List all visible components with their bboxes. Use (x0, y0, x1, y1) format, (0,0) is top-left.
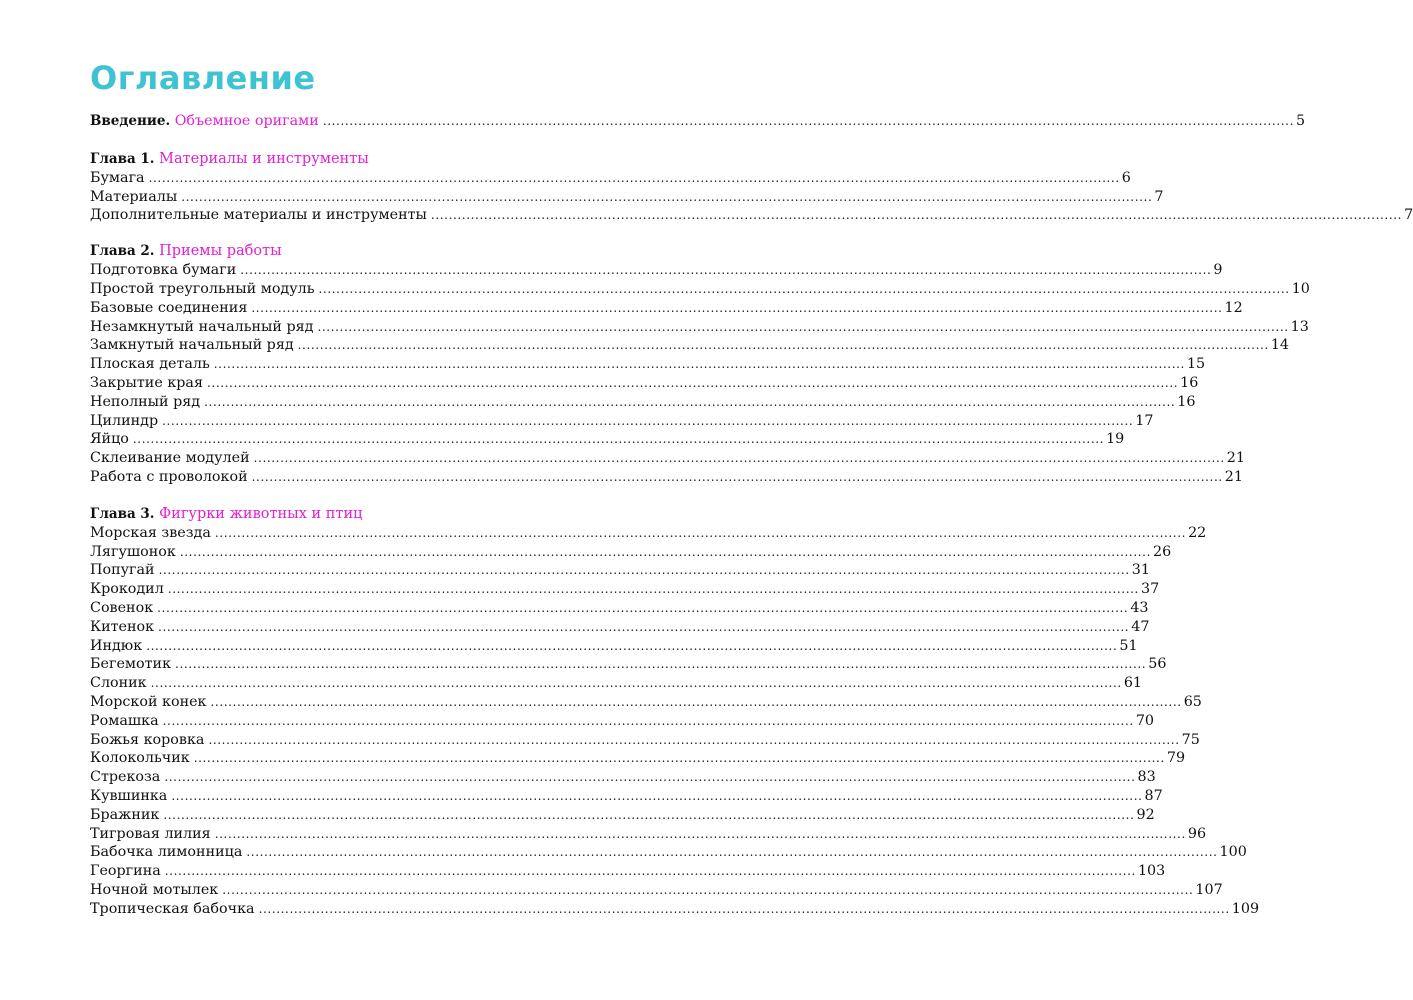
toc-entry[interactable] (90, 543, 1172, 562)
dot-leader: ............................................................................................................................................................................................................................ (163, 807, 1135, 822)
entry-title: Замкнутый начальный ряд (90, 337, 294, 354)
toc-entry[interactable] (90, 637, 1138, 656)
dot-leader: ............................................................................................................................................................................................................................ (158, 619, 1130, 634)
entry-title: Китенок (90, 618, 155, 635)
intro-page: 5 (1296, 113, 1306, 129)
entry-page-number: 96 (1187, 825, 1207, 842)
dot-leader: ............................................................................................................................................................................................................................ (246, 845, 1218, 860)
dot-leader: ............................................................................................................................................................................................................................ (430, 208, 1403, 223)
entry-title: Лягушонок (90, 543, 176, 560)
toc-entry[interactable] (90, 412, 1154, 431)
toc-entry[interactable] (90, 449, 1245, 468)
dot-leader: ............................................................................................................................................................................................................................ (213, 357, 1185, 372)
entry-page-number: 9 (1213, 262, 1223, 279)
dot-leader: ............................................................................................................................................................................................................................ (158, 563, 1130, 578)
toc-entry[interactable] (90, 843, 1247, 862)
dot-leader: ............................................................................................................................................................................................................................ (193, 751, 1165, 766)
toc-entry[interactable] (90, 169, 1131, 188)
toc-entry[interactable] (90, 618, 1150, 637)
chapter-label: Глава 2. (90, 243, 155, 260)
entry-title: Бражник (90, 806, 160, 823)
toc-entry[interactable] (90, 768, 1156, 787)
entry-title: Дополнительные материалы и инструменты (90, 207, 427, 224)
entry-title: Склеивание модулей (90, 450, 250, 467)
entry-page-number: 16 (1180, 374, 1199, 391)
entry-page-number: 70 (1135, 712, 1155, 729)
chapter-label: Глава 1. (90, 150, 155, 167)
entry-page-number: 79 (1166, 750, 1186, 767)
dot-leader: ............................................................................................................................................................................................................................ (208, 732, 1180, 747)
dot-leader: ............................................................................................................................................................................................................................ (164, 770, 1136, 785)
dot-leader: ............................................................................................................................................................................................................................ (146, 638, 1118, 653)
toc-entry[interactable] (90, 900, 1260, 919)
dot-leader: ............................................................................................................................................................................................................................ (322, 114, 1294, 128)
entry-title: Материалы (90, 188, 178, 205)
dot-leader: ............................................................................................................................................................................................................................ (164, 864, 1136, 879)
entry-page-number: 13 (1290, 318, 1309, 335)
chapter-2 (90, 242, 1310, 487)
dot-leader: ............................................................................................................................................................................................................................ (214, 826, 1186, 841)
entry-page-number: 47 (1131, 618, 1150, 635)
entry-page-number: 109 (1231, 900, 1260, 917)
page-title: Оглавление (90, 59, 316, 97)
toc-entry[interactable] (90, 355, 1206, 374)
table-of-contents (90, 112, 1413, 918)
entry-title: Ромашка (90, 712, 159, 729)
entry-page-number: 21 (1224, 468, 1243, 485)
entry-title: Бумага (90, 169, 145, 186)
entry-page-number: 15 (1186, 356, 1206, 373)
dot-leader: ............................................................................................................................................................................................................................ (251, 300, 1223, 315)
entry-page-number: 75 (1181, 731, 1200, 748)
toc-entry[interactable] (90, 787, 1163, 806)
entry-page-number: 87 (1144, 787, 1163, 804)
toc-entry[interactable] (90, 731, 1200, 750)
dot-leader: ............................................................................................................................................................................................................................ (181, 189, 1153, 204)
toc-entry[interactable] (90, 881, 1223, 900)
dot-leader: ............................................................................................................................................................................................................................ (132, 432, 1105, 447)
toc-entry[interactable] (90, 430, 1125, 449)
entry-page-number: 51 (1119, 637, 1138, 654)
entry-title: Крокодил (90, 581, 164, 598)
entry-page-number: 7 (1404, 207, 1413, 224)
chapter-entries (90, 261, 1310, 487)
toc-entry[interactable] (90, 206, 1413, 225)
entry-title: Яйцо (90, 431, 129, 448)
dot-leader: ............................................................................................................................................................................................................................ (167, 582, 1139, 597)
dot-leader: ............................................................................................................................................................................................................................ (150, 676, 1122, 691)
dot-leader: ............................................................................................................................................................................................................................ (210, 694, 1182, 709)
dot-leader: ............................................................................................................................................................................................................................ (162, 713, 1134, 728)
entry-title: Цилиндр (90, 412, 159, 429)
entry-page-number: 56 (1148, 656, 1167, 673)
entry-title: Совенок (90, 599, 154, 616)
chapter-3 (90, 505, 1260, 919)
toc-entry[interactable] (90, 749, 1186, 768)
chapter-label: Глава 3. (90, 505, 155, 522)
entry-page-number: 61 (1123, 675, 1143, 692)
entry-title: Неполный ряд (90, 393, 201, 410)
entry-title: Морская звезда (90, 524, 211, 541)
entry-title: Незамкнутый начальный ряд (90, 318, 314, 335)
entry-title: Подготовка бумаги (90, 262, 237, 279)
chapter-entries (90, 524, 1260, 919)
entry-page-number: 107 (1195, 881, 1223, 898)
toc-entry[interactable] (90, 712, 1155, 731)
entry-title: Тропическая бабочка (90, 900, 255, 917)
dot-leader: ............................................................................................................................................................................................................................ (171, 788, 1143, 803)
chapter-heading[interactable] (90, 505, 728, 524)
toc-entry[interactable] (90, 393, 1196, 412)
entry-page-number: 16 (1177, 393, 1196, 410)
dot-leader: ............................................................................................................................................................................................................................ (157, 600, 1129, 615)
entry-title: Слоник (90, 675, 147, 692)
toc-entry[interactable] (90, 261, 1223, 280)
toc-entry[interactable] (90, 693, 1202, 712)
entry-title: Тигровая лилия (90, 825, 211, 842)
dot-leader: ............................................................................................................................................................................................................................ (317, 319, 1289, 334)
dot-leader: ............................................................................................................................................................................................................................ (251, 469, 1223, 484)
entry-title: Бабочка лимонница (90, 844, 243, 861)
entry-page-number: 21 (1226, 450, 1245, 467)
chapter-1 (90, 150, 1413, 225)
entry-title: Стрекоза (90, 769, 161, 786)
dot-leader: ............................................................................................................................................................................................................................ (175, 657, 1147, 672)
toc-entry[interactable] (90, 806, 1155, 825)
entry-title: Закрытие края (90, 374, 203, 391)
dot-leader: ............................................................................................................................................................................................................................ (204, 394, 1176, 409)
toc-entry[interactable] (90, 299, 1243, 318)
entry-page-number: 100 (1219, 844, 1247, 861)
entry-title: Простой треугольный модуль (90, 280, 315, 297)
entry-title: Георгина (90, 863, 161, 880)
entry-title: Попугай (90, 562, 155, 579)
intro-label: Введение. (90, 113, 171, 129)
entry-page-number: 65 (1183, 693, 1202, 710)
dot-leader: ............................................................................................................................................................................................................................ (258, 901, 1230, 916)
entry-page-number: 19 (1106, 431, 1125, 448)
toc-entry[interactable] (90, 318, 1309, 337)
entry-title: Плоская деталь (90, 356, 210, 373)
entry-page-number: 7 (1154, 188, 1164, 205)
chapter-title: Приемы работы (159, 243, 282, 260)
toc-entry[interactable] (90, 561, 1150, 580)
toc-entry[interactable] (90, 280, 1310, 299)
entry-page-number: 14 (1270, 337, 1290, 354)
entry-page-number: 37 (1140, 581, 1160, 598)
intro-title: Объемное оригами (174, 113, 319, 129)
dot-leader: ............................................................................................................................................................................................................................ (162, 413, 1134, 428)
entry-page-number: 10 (1291, 280, 1310, 297)
dot-leader: ............................................................................................................................................................................................................................ (253, 451, 1225, 466)
chapter-title: Фигурки животных и птиц (159, 505, 363, 522)
toc-entry[interactable] (90, 862, 1166, 881)
toc-entry[interactable] (90, 374, 1199, 393)
toc-entry[interactable] (90, 825, 1207, 844)
dot-leader: ............................................................................................................................................................................................................................ (206, 375, 1179, 390)
toc-entry[interactable] (90, 655, 1167, 674)
dot-leader: ............................................................................................................................................................................................................................ (179, 544, 1152, 559)
entry-title: Индюк (90, 637, 143, 654)
toc-entry[interactable] (90, 674, 1143, 693)
entry-title: Морской конек (90, 693, 207, 710)
entry-page-number: 26 (1153, 543, 1172, 560)
entry-title: Бегемотик (90, 656, 172, 673)
entry-page-number: 43 (1130, 599, 1149, 616)
entry-title: Работа с проволокой (90, 468, 248, 485)
dot-leader: ............................................................................................................................................................................................................................ (222, 882, 1194, 897)
dot-leader: ............................................................................................................................................................................................................................ (214, 525, 1187, 540)
entry-page-number: 22 (1188, 524, 1207, 541)
toc-entry[interactable] (90, 188, 1164, 207)
toc-entry[interactable] (90, 580, 1160, 599)
entry-title: Кувшинка (90, 787, 168, 804)
entry-page-number: 12 (1224, 299, 1243, 316)
toc-entry[interactable] (90, 599, 1149, 618)
chapter-heading[interactable] (90, 242, 728, 261)
entry-title: Ночной мотылек (90, 881, 219, 898)
chapter-heading[interactable] (90, 150, 728, 169)
entry-page-number: 92 (1136, 806, 1155, 823)
dot-leader: ............................................................................................................................................................................................................................ (318, 281, 1290, 296)
toc-entry[interactable] (90, 524, 1207, 543)
entry-title: Базовые соединения (90, 299, 248, 316)
entry-page-number: 83 (1137, 769, 1156, 786)
chapter-title: Материалы и инструменты (159, 150, 369, 167)
entry-page-number: 6 (1121, 169, 1131, 186)
dot-leader: ............................................................................................................................................................................................................................ (240, 263, 1212, 278)
toc-entry[interactable] (90, 468, 1243, 487)
dot-leader: ............................................................................................................................................................................................................................ (148, 170, 1120, 185)
entry-page-number: 31 (1131, 562, 1150, 579)
entry-page-number: 103 (1137, 863, 1166, 880)
entry-title: Колокольчик (90, 750, 190, 767)
dot-leader: ............................................................................................................................................................................................................................ (297, 338, 1269, 353)
intro-entry[interactable] (90, 112, 1306, 131)
toc-entry[interactable] (90, 336, 1290, 355)
chapter-entries (90, 169, 1413, 225)
entry-title: Божья коровка (90, 731, 205, 748)
entry-page-number: 17 (1135, 412, 1154, 429)
